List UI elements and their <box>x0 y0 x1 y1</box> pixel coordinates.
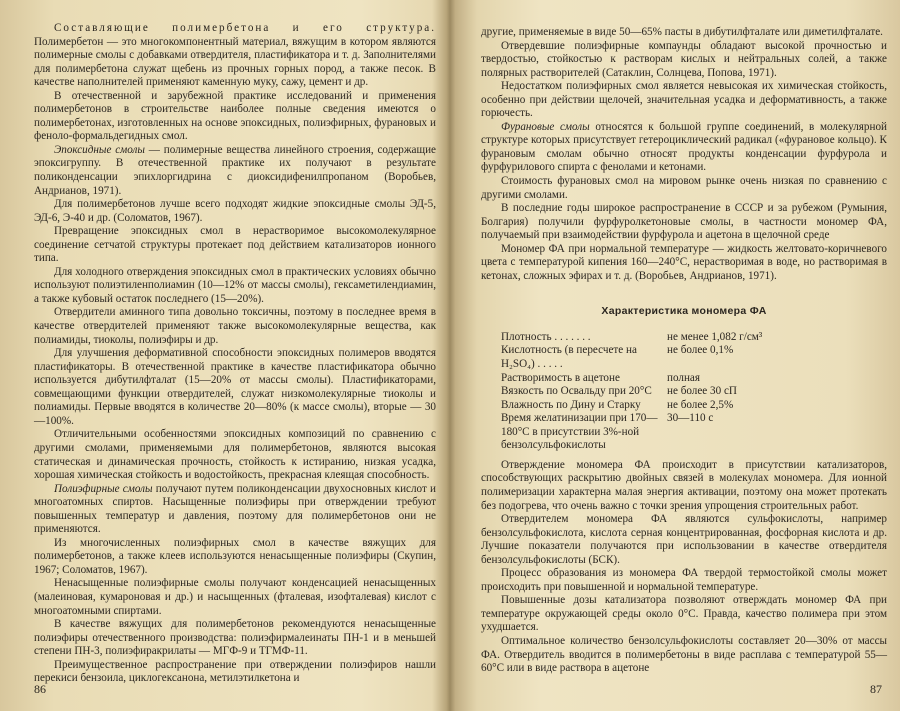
property-row <box>481 412 887 453</box>
text-run: Повышенные дозы катализатора позволяют отверждать мономер ФА при температуре окружающей среды около 0°С. Правда, качество полимера при этом ухудшается. <box>481 594 887 634</box>
paragraph <box>34 22 436 90</box>
paragraph <box>34 306 436 347</box>
text-run: Отвердителем мономера ФА являются сульфокислоты, например бензолсульфокислота, кислота серная концентрированная, фосфорная кислота и др. Лучшие показатели получаются при использовании в качестве отвердителя бензолсульфокислоты (БСК). <box>481 513 887 566</box>
text-run: В последние годы широкое распространение в СССР и за рубежом (Румыния, Болгария) получили фурфуролкетоновые смолы, в частности мономер ФА, получаемый при взаимодействии фурфурола и ацетона в щелочной среде <box>481 202 887 242</box>
paragraph <box>34 225 436 266</box>
property-row <box>481 344 887 371</box>
paragraph <box>481 26 887 40</box>
italic-term: Эпоксидные смолы <box>54 143 145 156</box>
text-run: Для полимербетонов лучше всего подходят жидкие эпоксидные смолы ЭД-5, ЭД-6, Э-40 и др. (Соломатов, 1967). <box>34 198 436 224</box>
italic-term: Полиэфирные смолы <box>54 482 153 495</box>
paragraph <box>34 659 436 686</box>
right-paragraphs-before <box>481 26 887 283</box>
paragraph <box>34 577 436 618</box>
paragraph <box>481 80 887 121</box>
right-page <box>452 0 900 711</box>
text-run: — полимерные вещества линейного строения, содержащие эпоксигруппу. В отечественной практике их получают в результате поликонденсации эпихлоргидрина с диоксидифенилпропаном (Воробьев, Андрианов, 1971). <box>34 143 436 197</box>
text-run: Превращение эпоксидных смол в нерастворимое высокомолекулярное соединение сетчатой структуры протекает под действием катализаторов ионного типа. <box>34 225 436 265</box>
paragraph <box>481 513 887 567</box>
text-run: Отвердители аминного типа довольно токсичны, поэтому в последнее время в качестве отвердителей применяют также высокомолекулярные вещества, как полиамиды, тиоколы, полиэфиры и др. <box>34 306 436 346</box>
text-run: Для холодного отверждения эпоксидных смол в практических условиях обычно используют полиэтиленполиамин (10—12% от массы смолы), гексаметилендиамин, а также кубовый остаток последнего (15—20%). <box>34 265 436 305</box>
left-page <box>0 0 448 711</box>
paragraph <box>481 243 887 284</box>
text-run: Отверждение мономера ФА происходит в присутствии катализаторов, способствующих раскрытию двойных связей в молекулах мономера. Для ионной полимеризации характерна малая энергия активации, поэтому она может протекать без подогрева, что очень важно с точки зрения упрощения строительных работ. <box>481 458 887 512</box>
properties-table <box>481 331 887 453</box>
paragraph <box>481 175 887 202</box>
text-run: Отличительными особенностями эпоксидных композиций по сравнению с другими смолами, применяемыми для полимербетонов, являются высокая статическая и динамическая прочность, стойкость к истиранию, низкая усадка, хорошая химическая стойкость и водостойкость, прекрасная клеящая способность. <box>34 428 436 482</box>
property-row <box>481 385 887 399</box>
paragraph <box>34 266 436 307</box>
italic-term: Фурановые смолы <box>501 120 590 133</box>
text-run: Стоимость фурановых смол на мировом рынке очень низкая по сравнению с другими смолами. <box>481 175 887 201</box>
text-run: другие, применяемые в виде 50—65% пасты в дибутилфталате или диметилфталате. <box>481 26 883 38</box>
left-page-text <box>34 22 436 686</box>
right-page-number: 87 <box>870 682 882 696</box>
paragraph <box>34 428 436 482</box>
property-value: 30—110 с <box>667 412 714 425</box>
text-run: относятся к большой группе соединений, в молекулярной структуре которых присутствует гетероциклический радикал («фурановое кольцо). К фурановым смолам обычно относят продукты конденсации фурфурола и фурфурилового спирта с фенолами и кетонами. <box>481 120 888 174</box>
paragraph <box>481 459 887 513</box>
paragraph <box>34 483 436 537</box>
text-run: Полимербетон — это многокомпонентный материал, вяжущим в котором являются полимерные смолы с добавками отвердителя, пластификатора и т. д. Заполнителями для полимербетона служат щебень из прочных горных пород, а также песок. В качестве наполнителей применяют каменную муку, сажу, цемент и др. <box>34 35 436 89</box>
paragraph <box>481 121 887 175</box>
property-name: Вязкость по Освальду при 20°С <box>501 385 652 398</box>
paragraph <box>34 90 436 144</box>
property-value: не более 30 сП <box>667 385 737 398</box>
property-value: не менее 1,082 г/см³ <box>667 330 763 343</box>
text-run: Отвердевшие полиэфирные компаунды обладают высокой прочностью и твердостью, стойкостью к растворам кислых и нейтральных солей, а также полярных растворителей (Сатаклин, Солнцева, Попова, 1971). <box>481 39 887 79</box>
paragraph <box>481 635 887 676</box>
property-name: Время желатинизации при 170—180°С в присутствии 3%-ной бензолсульфокислоты <box>501 412 658 452</box>
paragraph <box>481 567 887 594</box>
paragraph <box>34 537 436 578</box>
text-run: Мономер ФА при нормальной температуре — жидкость желтовато-коричневого цвета с температурой кипения 160—240°С, нерастворимая в воде, но растворимая в кетонах, сложных эфирах и т. д. (Воробьев, Андрианов, 1971). <box>481 242 887 282</box>
text-run: Из многочисленных полиэфирных смол в качестве вяжущих для полимербетонов, а также клеев используются ненасыщенные полиэфиры (Скупин, 1967; Соломатов, 1967). <box>34 536 436 576</box>
text-run: Преимущественное распространение при отверждении полиэфиров нашли перекиси бензоила, циклогексанона, метилэтилкетона и <box>34 658 436 685</box>
paragraph <box>34 144 436 198</box>
text-run: Недостатком полиэфирных смол является невысокая их химическая стойкость, особенно при действии щелочей, значительная усадка и деформативность, а также горючесть. <box>481 80 887 120</box>
spaced-heading: Составляющие полимербетона и его структура. <box>54 22 436 34</box>
section-title: Характеристика мономера ФА <box>601 305 767 318</box>
property-value: не более 2,5% <box>667 398 734 411</box>
text-run: получают путем поликонденсации двухосновных кислот и многоатомных спиртов. Насыщенные полиэфиры при отверждении требуют повышенных температур и давления, поэтому для полимербетонов они не применяются. <box>34 482 436 536</box>
property-row <box>481 372 887 386</box>
property-name: Кислотность (в пересчете на H₂SO₄) . . . . . <box>501 344 637 371</box>
paragraph <box>481 202 887 243</box>
paragraph <box>481 40 887 81</box>
property-row <box>481 399 887 413</box>
paragraph <box>34 347 436 428</box>
right-page-text <box>481 26 887 676</box>
paragraph <box>34 618 436 659</box>
right-paragraphs-after <box>481 459 887 676</box>
property-value: полная <box>667 371 700 384</box>
text-run: Для улучшения деформативной способности эпоксидных полимеров вводятся пластификаторы. В отечественной практике в качестве пластификатора обычно используется дибутилфталат (15—20% от массы смолы). Пластификаторами, совмещающими функции отвердителей, служат низкомолекулярные тиоколы и полиамиды. Первые вводятся в количестве 20—80% (к массе смолы), вторые — 30—100%. <box>34 347 436 427</box>
property-row <box>481 331 887 345</box>
text-run: В отечественной и зарубежной практике исследований и применения полимербетонов в строительстве наиболее полные сведения имеются о полимербетонах, изготовленных на основе эпоксидных, полиэфирных, фурановых и феноло-формальдегидных смол. <box>34 89 436 143</box>
property-value: не более 0,1% <box>667 344 734 357</box>
text-run: Оптимальное количество бензолсульфокислоты составляет 20—30% от массы ФА. Отвердитель вводится в полимербетоны в виде расплава с температурой 55—60°С или в виде раствора в ацетоне <box>481 634 887 675</box>
left-page-number: 86 <box>34 682 46 696</box>
paragraph <box>34 198 436 225</box>
property-name: Растворимость в ацетоне <box>501 371 620 384</box>
text-run: Процесс образования из мономера ФА твердой термостойкой смолы может происходить при повышенной и нормальной температуре. <box>481 567 887 593</box>
text-run: Ненасыщенные полиэфирные смолы получают конденсацией ненасыщенных (малеиновая, кумароновая и др.) и насыщенных (фталевая, изофталевая) кислот с многоатомными спиртами. <box>34 577 436 617</box>
property-name: Плотность . . . . . . . <box>501 330 591 343</box>
text-run: В качестве вяжущих для полимербетонов рекомендуются ненасыщенные полиэфиры отечественного производства: полиэфирмалеинаты ПН-1 и в меньшей степени ПН-3, полиэфиракрилаты — МГФ-9 и ТГМФ-11. <box>34 618 436 658</box>
paragraph <box>481 594 887 635</box>
property-name: Влажность по Дину и Старку <box>501 398 641 411</box>
